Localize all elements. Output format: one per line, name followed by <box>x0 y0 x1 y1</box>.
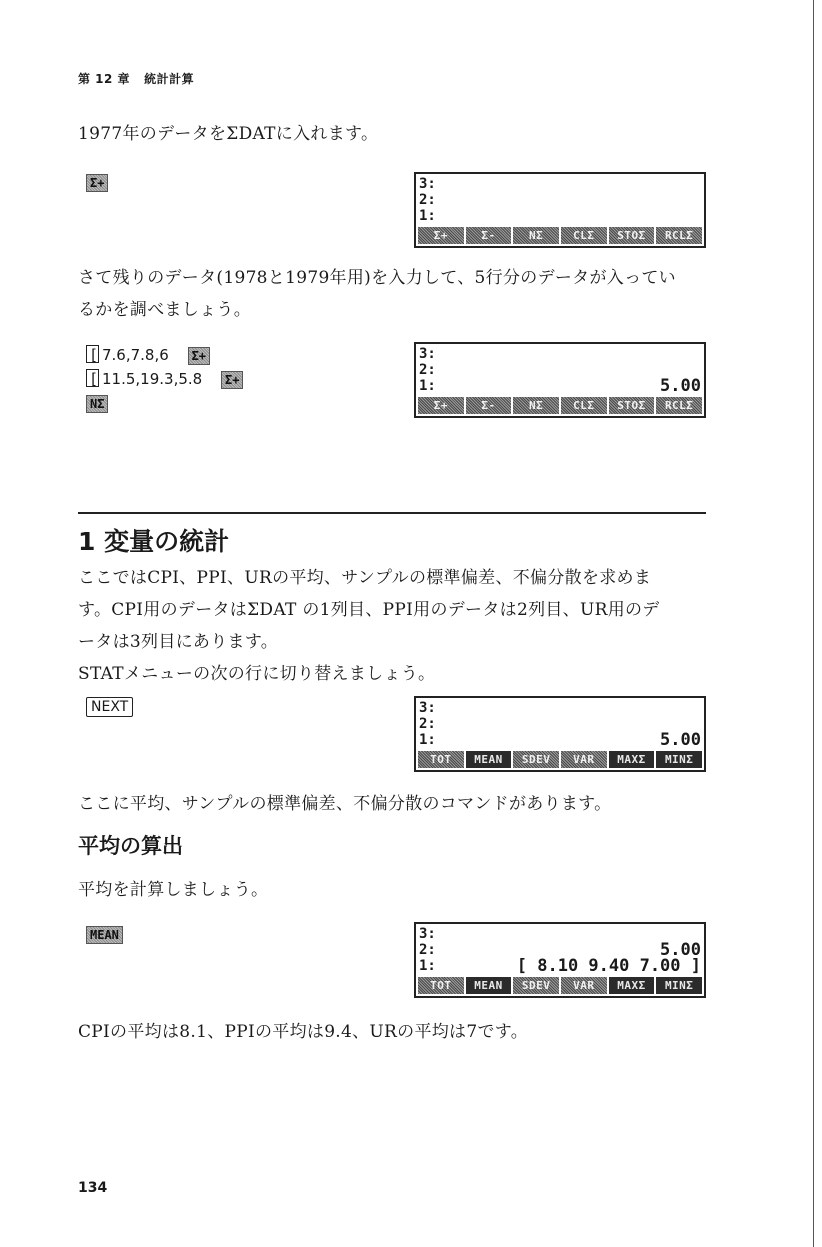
softkey-menu <box>418 227 702 244</box>
menu-key-rcl-sigma: RCLΣ <box>656 397 702 414</box>
step-4-keys <box>86 924 123 944</box>
menu-key-sto-sigma: STOΣ <box>609 397 655 414</box>
stack-level-1: 1: 5.00 <box>419 376 701 396</box>
stack-level-2: 2: <box>419 192 436 208</box>
calculator-display-3 <box>414 696 706 772</box>
section-divider <box>78 512 706 514</box>
page-number: 134 <box>78 1180 108 1196</box>
sigma-plus-key[interactable]: Σ+ <box>221 371 243 389</box>
menu-key-mean: MEAN <box>466 751 512 768</box>
stack-level-2: 2: <box>419 716 436 732</box>
menu-key-tot: TOT <box>418 977 464 994</box>
menu-key-var: VAR <box>561 751 607 768</box>
softkey-menu <box>418 397 702 414</box>
calculator-display-4 <box>414 922 706 998</box>
sigma-plus-key[interactable]: Σ+ <box>86 174 108 192</box>
step-2-keys <box>86 343 243 415</box>
menu-key-rcl-sigma: RCLΣ <box>656 227 702 244</box>
menu-key-cl-sigma: CLΣ <box>561 397 607 414</box>
chapter-number: 第 12 章 <box>78 72 131 86</box>
step-3-keys <box>86 696 133 717</box>
calculator-display-1 <box>414 172 706 248</box>
entry-text-2: 11.5,19.3,5.8 <box>102 370 203 388</box>
subsection-heading: 平均の算出 <box>78 834 183 858</box>
stack-level-3: 3: <box>419 346 436 362</box>
paragraph-6: CPIの平均は8.1、PPIの平均は9.4、URの平均は7です。 <box>78 1022 529 1042</box>
bracket-key-icon[interactable] <box>86 345 99 363</box>
menu-key-tot: TOT <box>418 751 464 768</box>
stack-level-2: 2: <box>419 362 436 378</box>
input-line-1 <box>86 343 243 367</box>
menu-key-sto-sigma: STOΣ <box>609 227 655 244</box>
menu-key-n-sigma: NΣ <box>513 227 559 244</box>
sigma-plus-key[interactable]: Σ+ <box>188 347 210 365</box>
softkey-menu <box>418 751 702 768</box>
menu-key-sigma-minus: Σ- <box>466 227 512 244</box>
chapter-title: 統計計算 <box>144 72 195 86</box>
stack-level-2: 2: 5.00 <box>419 940 701 960</box>
section-number: 1 <box>78 527 96 556</box>
stack-level-3: 3: <box>419 926 436 942</box>
menu-key-sdev: SDEV <box>513 977 559 994</box>
stack-level-1: 1: [ 8.10 9.40 7.00 ] <box>419 956 701 976</box>
menu-key-min-sigma: MINΣ <box>656 977 702 994</box>
paragraph-1: 1977年のデータをΣDATに入れます。 <box>78 124 379 144</box>
stack-level-1: 1: <box>419 208 436 224</box>
stack-level-3: 3: <box>419 176 436 192</box>
softkey-menu <box>418 977 702 994</box>
menu-key-mean: MEAN <box>466 977 512 994</box>
menu-key-sigma-minus: Σ- <box>466 397 512 414</box>
calculator-display-2 <box>414 342 706 418</box>
paragraph-3: ここではCPI、PPI、URの平均、サンプルの標準偏差、不偏分散を求めま す。CPI用のデータはΣDAT の1列目、PPI用のデータは2列目、UR用のデ ータは3列目にあります。 STATメニューの次の行に切り替えましょう。 <box>78 568 660 684</box>
menu-key-max-sigma: MAXΣ <box>609 751 655 768</box>
menu-key-sigma-plus: Σ+ <box>418 397 464 414</box>
menu-key-cl-sigma: CLΣ <box>561 227 607 244</box>
running-header <box>78 70 194 87</box>
section-title: 変量の統計 <box>104 527 230 556</box>
menu-key-var: VAR <box>561 977 607 994</box>
paragraph-5: 平均を計算しましょう。 <box>78 880 269 900</box>
menu-key-sigma-plus: Σ+ <box>418 227 464 244</box>
input-line-3 <box>86 391 243 415</box>
step-1-keys <box>86 172 108 192</box>
mean-key[interactable]: MEAN <box>86 926 123 944</box>
paragraph-2: さて残りのデータ(1978と1979年用)を入力して、5行分のデータが入ってい るかを調べましょう。 <box>78 268 676 320</box>
input-line-2 <box>86 367 243 391</box>
paragraph-4: ここに平均、サンプルの標準偏差、不偏分散のコマンドがあります。 <box>78 794 612 814</box>
bracket-key-icon[interactable] <box>86 369 99 387</box>
entry-text-1: 7.6,7.8,6 <box>102 346 169 364</box>
menu-key-min-sigma: MINΣ <box>656 751 702 768</box>
n-sigma-key[interactable]: NΣ <box>86 395 108 413</box>
section-heading <box>78 522 229 558</box>
stack-level-1: 1: 5.00 <box>419 730 701 750</box>
menu-key-max-sigma: MAXΣ <box>609 977 655 994</box>
menu-key-n-sigma: NΣ <box>513 397 559 414</box>
menu-key-sdev: SDEV <box>513 751 559 768</box>
next-key[interactable]: NEXT <box>86 697 133 717</box>
stack-level-3: 3: <box>419 700 436 716</box>
page-edge-rule <box>813 0 814 1247</box>
